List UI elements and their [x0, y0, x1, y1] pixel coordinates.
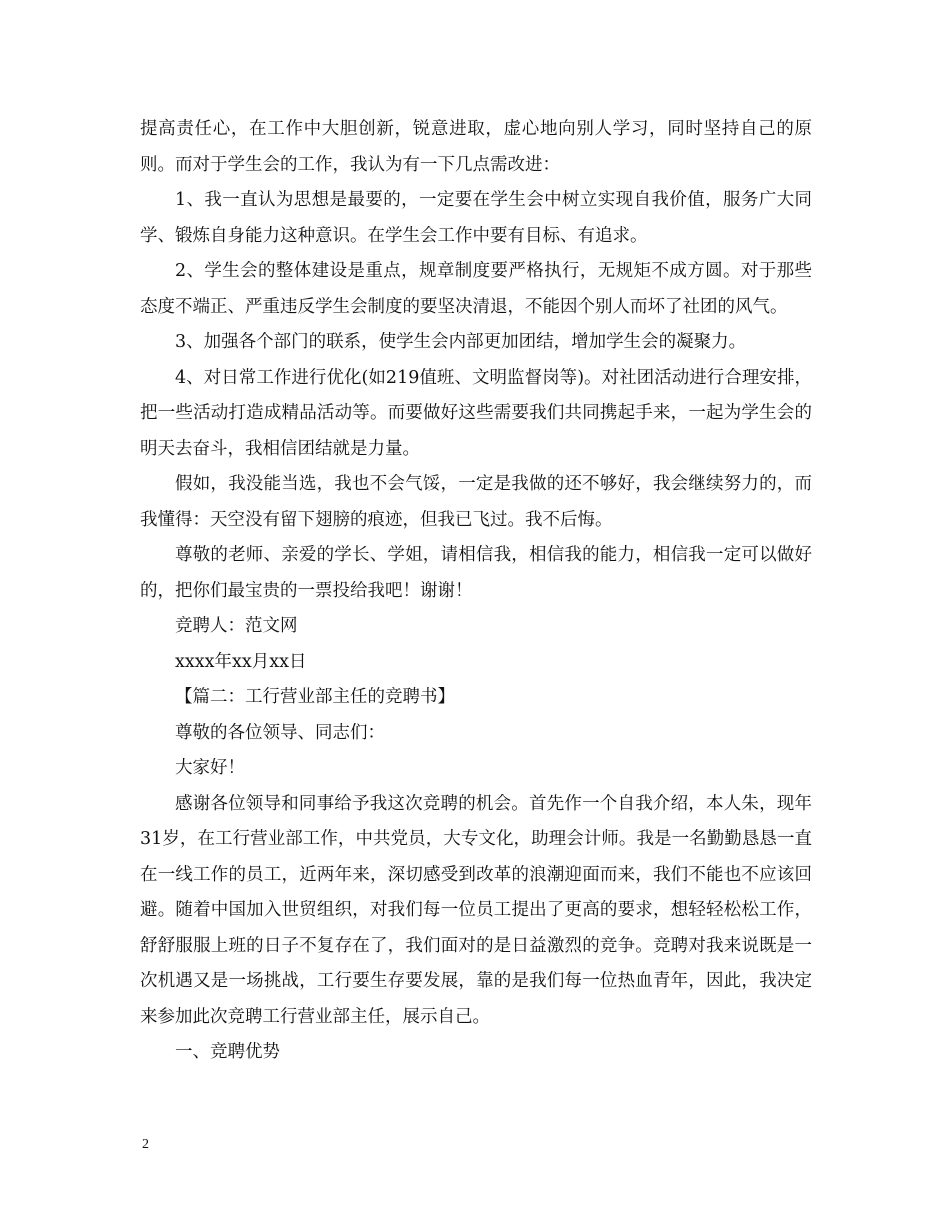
greeting: 大家好！ [175, 758, 245, 778]
signature-line: 竞聘人：范文网 [175, 616, 298, 636]
date-line: xxxx年xx月xx日 [175, 651, 307, 672]
subsection-heading: 一、竞聘优势 [175, 1042, 280, 1062]
paragraph-6: 假如，我没能当选，我也不会气馁，一定是我做的还不够好，我会继续努力的，而我懂得：天空没有留下翅膀的痕迹，但我已飞过。我不后悔。 [140, 474, 812, 530]
paragraph-13: 感谢各位领导和同事给予我这次竞聘的机会。首先作一个自我介绍，本人朱，现年31岁，在工行营业部工作，中共党员，大专文化，助理会计师。我是一名勤勤恳恳一直在一线工作的员工，近两年来，深切感受到改革的浪潮迎面而来，我们不能也不应该回避。随着中国加入世贸组织，对我们每一位员工提出了更高的要求，想轻轻松松工作，舒舒服服上班的日子不复存在了，我们面对的是日益激烈的竞争。竞聘对我来说既是一次机遇又是一场挑战，工行要生存要发展，靠的是我们每一位热血青年，因此，我决定来参加此次竞聘工行营业部主任，展示自己。 [140, 793, 812, 1027]
page-number: 2 [142, 1137, 149, 1152]
paragraph-4: 3、加强各个部门的联系，使学生会内部更加团结，增加学生会的凝聚力。 [175, 332, 747, 352]
paragraph-3: 2、学生会的整体建设是重点，规章制度要严格执行，无规矩不成方圆。对于那些态度不端正、严重违反学生会制度的要坚决清退，不能因个别人而坏了社团的风气。 [140, 261, 812, 317]
paragraph-1: 提高责任心，在工作中大胆创新，锐意进取，虚心地向别人学习，同时坚持自己的原则。而对于学生会的工作，我认为有一下几点需改进： [140, 119, 812, 175]
salutation: 尊敬的各位领导、同志们： [175, 722, 385, 743]
paragraph-7: 尊敬的老师、亲爱的学长、学姐，请相信我，相信我的能力，相信我一定可以做好的，把你们最宝贵的一票投给我吧！谢谢！ [140, 545, 812, 601]
paragraph-5: 4、对日常工作进行优化(如219值班、文明监督岗等)。对社团活动进行合理安排，把一些活动打造成精品活动等。而要做好这些需要我们共同携起手来，一起为学生会的明天去奋斗，我相信团结就是力量。 [140, 367, 812, 459]
section-heading: 【篇二：工行营业部主任的竞聘书】 [175, 687, 455, 707]
document-body [140, 112, 812, 1071]
paragraph-2: 1、我一直认为思想是最要的，一定要在学生会中树立实现自我价值，服务广大同学、锻炼自身能力这种意识。在学生会工作中要有目标、有追求。 [140, 190, 812, 246]
